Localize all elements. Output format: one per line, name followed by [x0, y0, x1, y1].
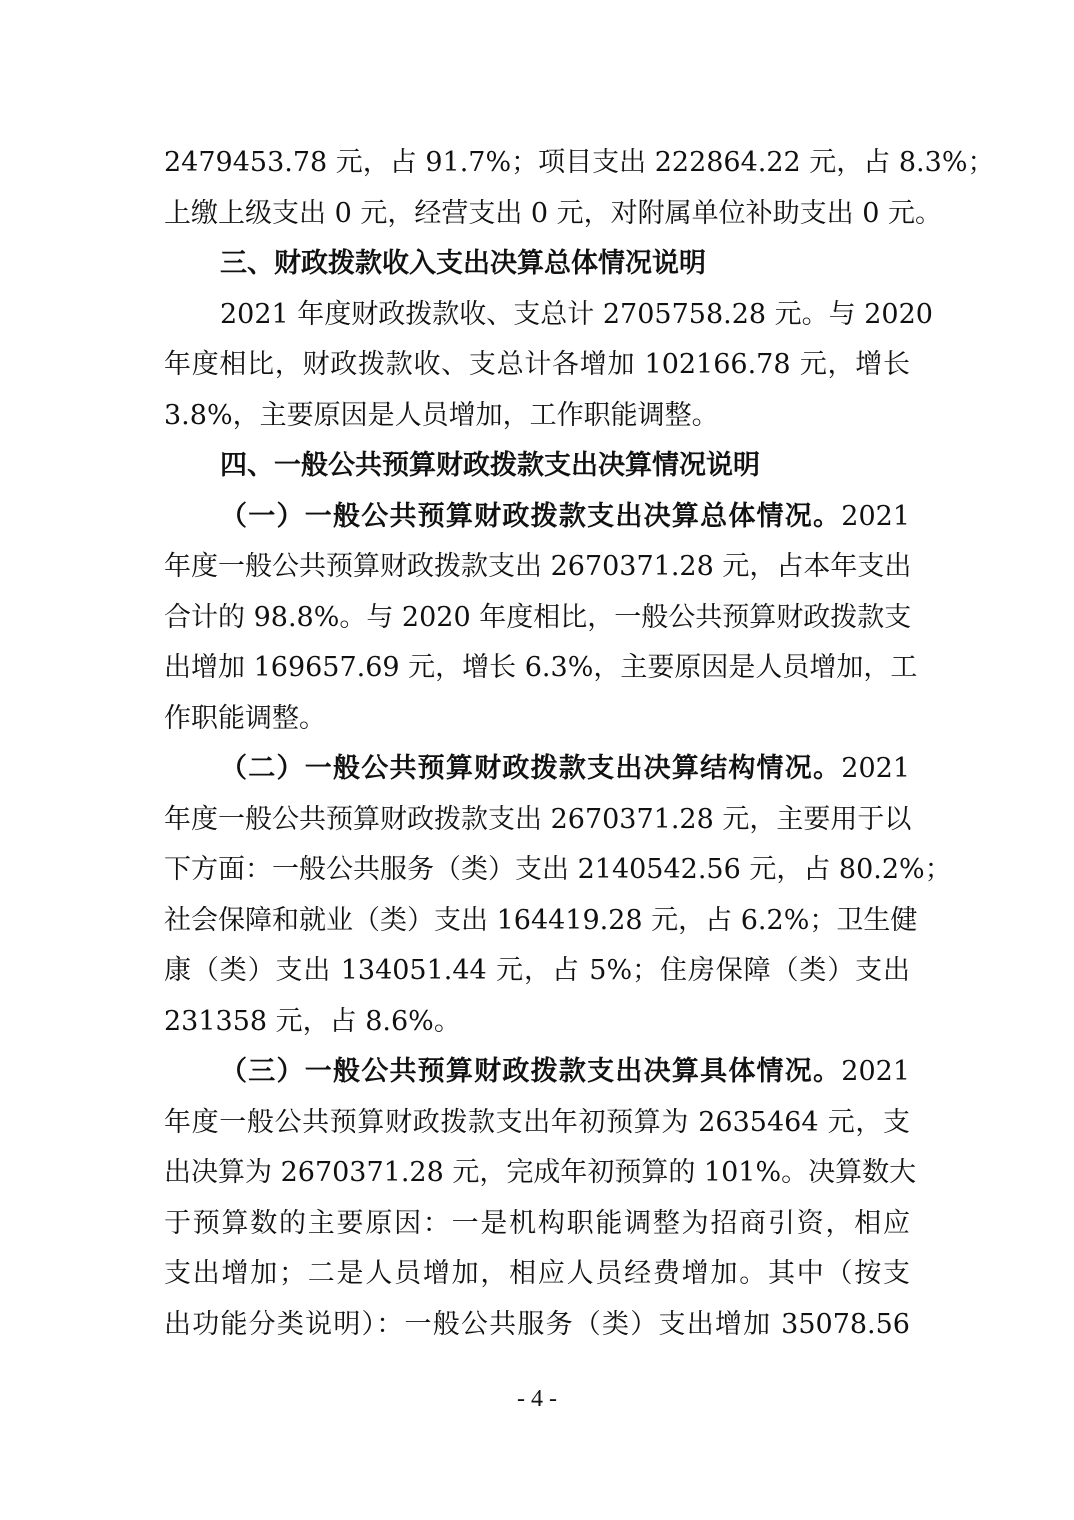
text-line: [164, 542, 910, 593]
text-line: [164, 239, 910, 290]
text-line: [164, 138, 995, 189]
body-text: 社会保障和就业（类）支出 164419.28 元，占 6.2%；卫生健: [164, 904, 918, 936]
body-text: 上缴上级支出 0 元，经营支出 0 元，对附属单位补助支出 0 元。: [164, 197, 943, 229]
body-text: 2021 年度财政拨款收、支总计 2705758.28 元。与 2020: [220, 298, 933, 330]
heading-text: （一）一般公共预算财政拨款支出决算总体情况。: [220, 500, 842, 532]
text-line: [164, 795, 910, 846]
text-line: [164, 492, 910, 543]
body-text: 于预算数的主要原因：一是机构职能调整为招商引资，相应: [164, 1207, 910, 1239]
body-text: 年度相比，财政拨款收、支总计各增加 102166.78 元，增长: [164, 349, 910, 380]
text-line: [164, 391, 910, 442]
text-line: [164, 441, 910, 492]
body-text: 合计的 98.8%。与 2020 年度相比，一般公共预算财政拨款支: [164, 601, 912, 633]
text-line: [164, 744, 910, 795]
text-line: [164, 1148, 917, 1199]
text-line: [164, 997, 910, 1048]
body-text: 231358 元，占 8.6%。: [164, 1005, 461, 1037]
text-line: [164, 643, 918, 694]
heading-text: （三）一般公共预算财政拨款支出决算具体情况。: [220, 1056, 842, 1087]
text-line: [164, 694, 910, 745]
text-line: [164, 1098, 910, 1149]
text-line: [164, 845, 952, 896]
body-text: 支出增加；二是人员增加，相应人员经费增加。其中（按支: [164, 1258, 910, 1289]
heading-text: 三、财政拨款收入支出决算总体情况说明: [220, 248, 706, 279]
text-line: [164, 896, 918, 947]
body-text: 康（类）支出 134051.44 元，占 5%；住房保障（类）支出: [164, 955, 910, 986]
body-text: 年度一般公共预算财政拨款支出 2670371.28 元，主要用于以: [164, 803, 912, 835]
body-text: 3.8%，主要原因是人员增加，工作职能调整。: [164, 399, 719, 431]
text-line: [164, 1300, 910, 1351]
text-line: [164, 189, 943, 240]
text-line: [164, 340, 910, 391]
body-text: 2021: [841, 500, 910, 532]
text-line: [164, 290, 933, 341]
heading-text: 四、一般公共预算财政拨款支出决算情况说明: [220, 450, 760, 481]
body-text: 作职能调整。: [164, 702, 326, 734]
body-text: 下方面：一般公共服务（类）支出 2140542.56 元，占 80.2%；: [164, 854, 952, 885]
body-text: 2021: [841, 1056, 910, 1087]
body-text: 出功能分类说明）：一般公共服务（类）支出增加 35078.56: [164, 1308, 910, 1340]
body-text: 年度一般公共预算财政拨款支出 2670371.28 元，占本年支出: [164, 551, 912, 582]
page-number: - 4 -: [517, 1386, 557, 1412]
text-line: [164, 946, 910, 997]
body-text: 年度一般公共预算财政拨款支出年初预算为 2635464 元，支: [164, 1106, 910, 1138]
document-body: [164, 138, 995, 1350]
text-line: [164, 593, 910, 644]
body-text: 2021: [841, 753, 910, 784]
body-text: 2479453.78 元，占 91.7%；项目支出 222864.22 元，占 8.3%；: [164, 147, 995, 178]
body-text: 出增加 169657.69 元，增长 6.3%，主要原因是人员增加，工: [164, 652, 918, 683]
text-line: [164, 1047, 910, 1098]
body-text: 出决算为 2670371.28 元，完成年初预算的 101%。决算数大: [164, 1157, 917, 1188]
text-line: [164, 1249, 910, 1300]
text-line: [164, 1199, 910, 1250]
heading-text: （二）一般公共预算财政拨款支出决算结构情况。: [220, 753, 842, 784]
